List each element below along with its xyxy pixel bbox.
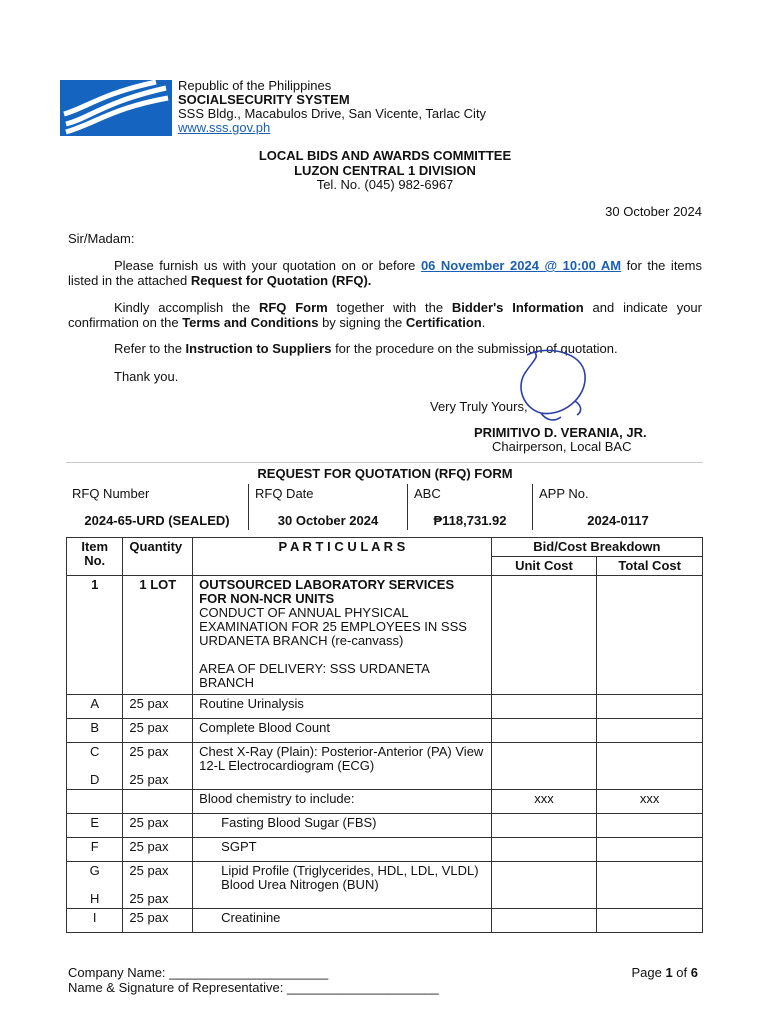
p2-text-e: .: [481, 315, 486, 330]
row-unit: [491, 743, 597, 790]
p2-text: Kindly accomplish the: [114, 300, 259, 315]
website-link[interactable]: www.sss.gov.ph: [178, 120, 271, 135]
rfq-value-row: [66, 506, 703, 530]
row-item-g: G: [89, 863, 100, 878]
rfq-number-label: RFQ Number: [72, 486, 150, 501]
deadline: 06 November 2024 @ 10:00 AM: [420, 258, 622, 273]
chemistry-row: [67, 790, 703, 814]
signer-title: Chairperson, Local BAC: [492, 439, 632, 454]
row-item: I: [67, 909, 123, 933]
row-desc: Complete Blood Count: [193, 719, 492, 743]
row-qty: 25 pax: [123, 814, 193, 838]
table-row: [67, 814, 703, 838]
app-no-value: 2024-0117: [533, 506, 704, 530]
row-item-gh: [67, 862, 123, 909]
rfq-info-table: [66, 484, 703, 530]
row-total: [597, 909, 703, 933]
chem-qty: [123, 790, 193, 814]
chem-total: xxx: [597, 790, 703, 814]
abc-label: ABC: [408, 484, 533, 506]
p1-text-b: for the items listed in the attached: [68, 258, 702, 288]
page-total: 6: [690, 965, 698, 980]
p2-text-d: by signing the: [318, 315, 406, 330]
row-desc-cd: [193, 743, 492, 790]
rfq-date-label: RFQ Date: [249, 484, 408, 506]
row-desc-c: Chest X-Ray (Plain): Posterior-Anterior (PA) View: [199, 744, 484, 759]
table-row: [67, 719, 703, 743]
row-item: F: [67, 838, 123, 862]
row-qty: 25 pax: [123, 719, 193, 743]
letter-date: 30 October 2024: [605, 204, 702, 219]
footer-fields: [68, 965, 439, 995]
salutation: Sir/Madam:: [68, 231, 135, 246]
row-qty-c: 25 pax: [129, 744, 169, 759]
row-unit: [491, 814, 597, 838]
row-unit: [491, 909, 597, 933]
company-name-field[interactable]: Company Name: ______________________: [68, 965, 329, 980]
row-qty-d: 25 pax: [129, 772, 169, 787]
row-qty-cd: [123, 743, 193, 790]
item-no-header: Item No.: [67, 538, 123, 576]
committee-block: [0, 149, 770, 193]
p2-certification: Certification: [405, 315, 482, 330]
closing: Very Truly Yours,: [430, 399, 528, 414]
main-item-qty: 1 LOT: [123, 576, 193, 695]
total-cost-header: Total Cost: [597, 557, 703, 576]
representative-field[interactable]: Name & Signature of Representative: _____________________: [68, 980, 439, 995]
row-total: [597, 862, 703, 909]
main-item-row: [67, 576, 703, 695]
row-desc-text: Creatinine: [221, 910, 281, 925]
main-total-cost: [597, 576, 703, 695]
table-row: [67, 838, 703, 862]
table-row: [67, 695, 703, 719]
rfq-number-value: 2024-65-URD (SEALED): [84, 513, 230, 528]
row-desc-d: 12-L Electrocardiogram (ECG): [199, 758, 375, 773]
thank-you: Thank you.: [114, 369, 179, 384]
row-desc: [193, 838, 492, 862]
rfq-date-value: 30 October 2024: [249, 506, 408, 530]
abc-value: ₱118,731.92: [408, 506, 533, 530]
p2-terms: Terms and Conditions: [182, 315, 319, 330]
form-title: REQUEST FOR QUOTATION (RFQ) FORM: [257, 466, 513, 481]
signature-scribble: [505, 347, 595, 427]
row-unit: [491, 695, 597, 719]
chem-item: [67, 790, 123, 814]
unit-cost-header: Unit Cost: [491, 557, 597, 576]
header-row-1: [67, 538, 703, 557]
row-item-d: D: [90, 772, 100, 787]
p2-text-b: together with the: [327, 300, 452, 315]
particulars-header: P A R T I C U L A R S: [193, 538, 492, 576]
row-unit: [491, 862, 597, 909]
p2-rfq-form: RFQ Form: [258, 300, 328, 315]
row-qty-g: 25 pax: [129, 863, 169, 878]
p3-instructions: Instruction to Suppliers: [185, 341, 332, 356]
chem-unit: xxx: [491, 790, 597, 814]
row-qty-gh: [123, 862, 193, 909]
chem-desc: Blood chemistry to include:: [193, 790, 492, 814]
row-total: [597, 838, 703, 862]
agency-header: [178, 79, 486, 135]
row-unit: [491, 719, 597, 743]
p2-bidder: Bidder's Information: [451, 300, 584, 315]
row-item: B: [67, 719, 123, 743]
agency-name: SOCIALSECURITY SYSTEM: [178, 92, 350, 107]
main-item-delivery: AREA OF DELIVERY: SSS URDANETA BRANCH: [199, 661, 430, 690]
row-desc-text: SGPT: [221, 839, 257, 854]
main-item-no: 1: [67, 576, 123, 695]
sss-logo: [60, 80, 172, 136]
row-qty-h: 25 pax: [129, 891, 169, 906]
division-name: LUZON CENTRAL 1 DIVISION: [294, 162, 476, 178]
breakdown-header: Bid/Cost Breakdown: [491, 538, 702, 557]
p3-text-b: for the procedure on the submission of quotation.: [331, 341, 618, 356]
p1-rfq: Request for Quotation (RFQ).: [190, 273, 372, 288]
paragraph-1: [68, 258, 702, 288]
row-desc-h: Blood Urea Nitrogen (BUN): [221, 877, 379, 892]
items-table: [66, 537, 703, 933]
row-total: [597, 743, 703, 790]
row-desc-text: Fasting Blood Sugar (FBS): [221, 815, 377, 830]
row-qty: 25 pax: [123, 838, 193, 862]
row-item-c: C: [90, 744, 100, 759]
row-desc-gh: [193, 862, 492, 909]
table-row: [67, 909, 703, 933]
table-row: [67, 862, 703, 909]
committee-name: LOCAL BIDS AND AWARDS COMMITTEE: [258, 148, 512, 163]
page-of: of: [672, 965, 691, 980]
quantity-header: Quantity: [123, 538, 193, 576]
row-item: A: [67, 695, 123, 719]
main-unit-cost: [491, 576, 597, 695]
row-desc: [193, 909, 492, 933]
p2-text-c: and indicate your confirmation on the: [68, 300, 702, 330]
signer-name: PRIMITIVO D. VERANIA, JR.: [474, 425, 647, 440]
row-desc-g: Lipid Profile (Triglycerides, HDL, LDL, VLDL): [221, 863, 479, 878]
agency-address: SSS Bldg., Macabulos Drive, San Vicente, Tarlac City: [178, 106, 487, 121]
paragraph-3: [68, 341, 702, 356]
row-qty: 25 pax: [123, 695, 193, 719]
row-item-cd: [67, 743, 123, 790]
row-item: E: [67, 814, 123, 838]
paragraph-2: [68, 300, 702, 330]
page-number: [631, 965, 698, 980]
main-item-desc: CONDUCT OF ANNUAL PHYSICAL EXAMINATION FOR 25 EMPLOYEES IN SSS URDANETA BRANCH (re-canvass): [199, 605, 467, 648]
row-total: [597, 695, 703, 719]
row-total: [597, 719, 703, 743]
row-desc: Routine Urinalysis: [193, 695, 492, 719]
row-item-h: H: [90, 891, 100, 906]
page-label: Page: [631, 965, 666, 980]
telephone: Tel. No. (045) 982-6967: [316, 177, 454, 192]
row-qty: 25 pax: [123, 909, 193, 933]
p1-text: Please furnish us with your quotation on or before: [114, 258, 421, 273]
row-total: [597, 814, 703, 838]
page-current: 1: [665, 965, 673, 980]
p3-text: Refer to the: [114, 341, 186, 356]
republic-line: Republic of the Philippines: [178, 78, 332, 93]
app-no-label: APP No.: [533, 484, 704, 506]
row-unit: [491, 838, 597, 862]
row-desc: [193, 814, 492, 838]
rfq-label-row: [66, 484, 703, 506]
main-item-particulars: [193, 576, 492, 695]
divider: [66, 462, 703, 463]
table-row: [67, 743, 703, 790]
main-item-title: OUTSOURCED LABORATORY SERVICES FOR NON-NCR UNITS: [199, 577, 455, 606]
